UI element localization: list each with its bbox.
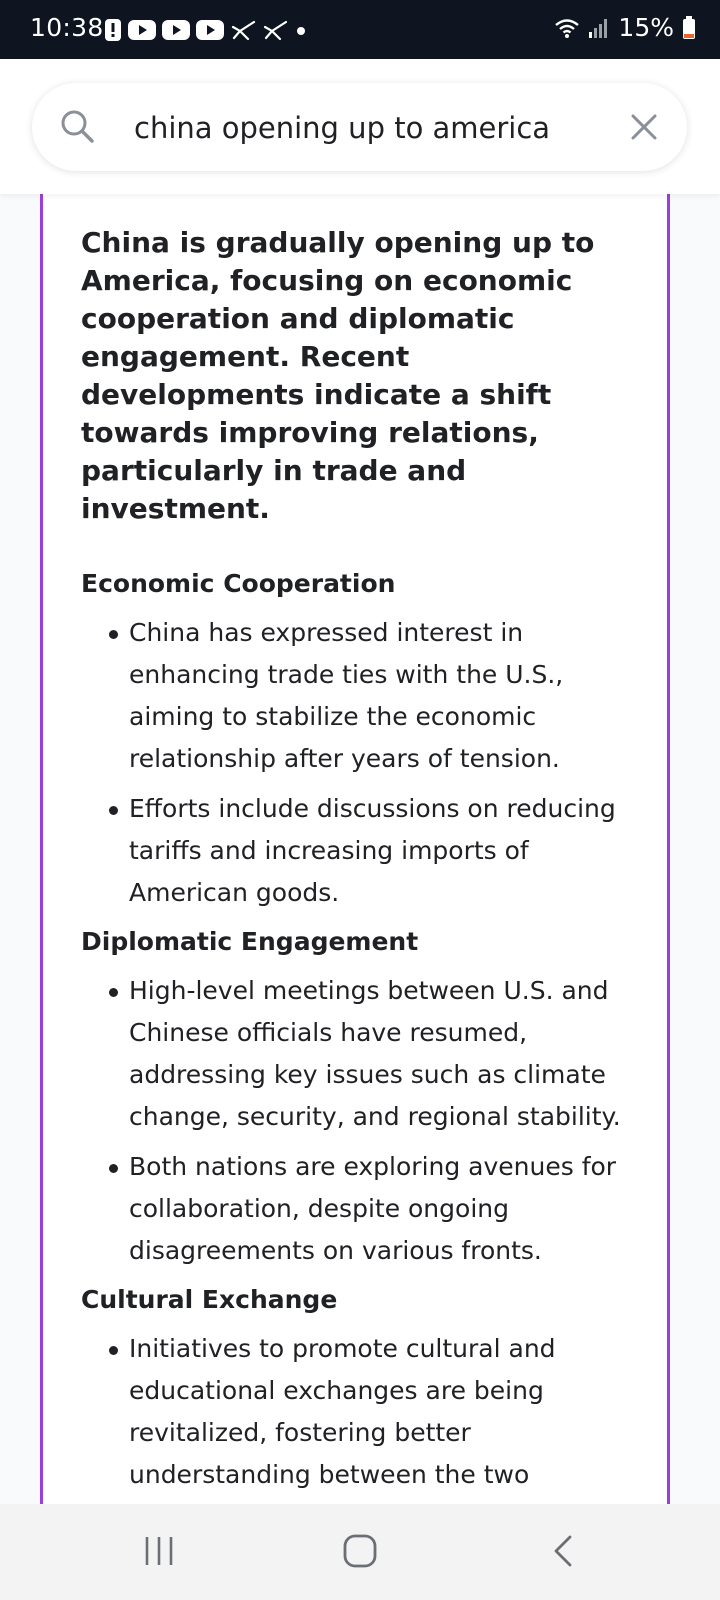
youtube-icon [162,19,190,41]
battery-icon [682,16,696,40]
search-icon [58,107,98,147]
list-item: Initiatives to promote cultural and educational exchanges are being revitalized, fostering better understanding between the two [81,1328,633,1538]
status-bar [0,0,720,59]
status-time: 10:38 [30,13,104,42]
signal-icon [588,17,610,39]
system-status-icons [554,13,696,42]
answer-summary: China is gradually opening up to America, focusing on economic cooperation and diplomatic engagement. Recent developments indicate a shift towards improving relations, particularly in trade and investment. [81,226,595,525]
bullet-list-diplomatic-engagement [81,970,633,1272]
section-title-cultural-exchange: Cultural Exchange [81,1285,338,1314]
navigation-bar [0,1504,720,1600]
wifi-icon [554,17,580,39]
search-header [0,59,720,194]
list-item: High-level meetings between U.S. and Chinese officials have resumed, addressing key issues such as climate change, security, and regional stability. [81,970,633,1138]
feather-icon [230,19,256,41]
home-icon[interactable] [343,1534,377,1568]
back-icon[interactable] [550,1534,576,1568]
recent-apps-icon[interactable] [142,1534,176,1568]
close-icon[interactable] [629,112,659,142]
search-bar[interactable] [32,83,687,171]
dot-icon [294,19,308,41]
search-input[interactable] [132,101,616,155]
section-title-economic-cooperation: Economic Cooperation [81,569,396,598]
list-item: China has expressed interest in enhancing trade ties with the U.S., aiming to stabilize the economic relationship after years of tension. [81,612,633,780]
list-item: Efforts include discussions on reducing tariffs and increasing imports of American goods. [81,788,633,914]
list-item: Both nations are exploring avenues for collaboration, despite ongoing disagreements on various fronts. [81,1146,633,1272]
notification-icons [104,18,308,42]
answer-card [40,194,670,1504]
feather-icon [262,19,288,41]
section-title-diplomatic-engagement: Diplomatic Engagement [81,927,419,956]
youtube-icon [196,19,224,41]
alert-icon [104,18,122,42]
youtube-icon [128,19,156,41]
bullet-list-economic-cooperation [81,612,633,914]
battery-percent: 15% [618,13,674,42]
